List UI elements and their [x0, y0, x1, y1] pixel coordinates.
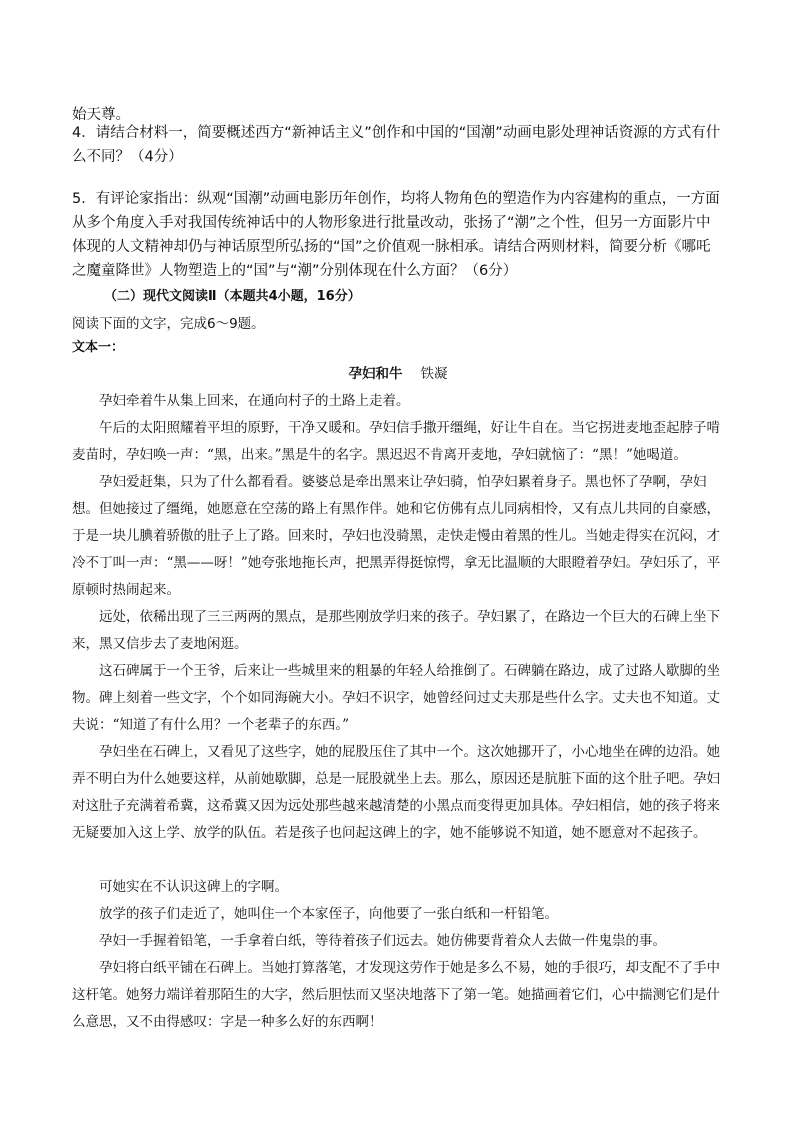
story-paragraph: 放学的孩子们走近了，她叫住一个本家侄子，向他要了一张白纸和一杆铅笔。: [99, 906, 558, 922]
story-author: 铁凝: [420, 366, 448, 382]
story-title: 孕妇和牛: [348, 366, 403, 382]
story-paragraph: 午后的太阳照耀着平坦的原野，干净又暖和。孕妇信手撒开缰绳，好让牛自在。当它拐进麦地歪起脖子啃麦苗时，孕妇唤一声：“黑，出来。”黑是牛的名字。黑迟迟不肯离开麦地，孕妇就恼了：“黑！”她喝道。: [72, 420, 720, 463]
story-paragraph: 孕妇一手握着铅笔，一手拿着白纸，等待着孩子们远去。她仿佛要背着众人去做一件鬼祟的事。: [99, 933, 666, 949]
story-paragraph: 孕妇将白纸平铺在石碑上。当她打算落笔，才发现这劳作于她是多么不易，她的手很巧，却支配不了手中这杆笔。她努力端详着那陌生的大字，然后胆怯而又坚决地落下了第一笔。她描画着它们，心中揣测它们是什么意思，又不由得感叹：字是一种多么好的东西啊！: [72, 960, 720, 1030]
text-label: 文本一：: [72, 340, 125, 355]
reading-instruction: 阅读下面的文字，完成6～9题。: [72, 316, 265, 332]
story-paragraph: 孕妇牵着牛从集上回来，在通向村子的土路上走着。: [99, 393, 410, 409]
section-heading: （二）现代文阅读Ⅱ（本题共4小题，16分）: [104, 289, 361, 304]
question-4: 4．请结合材料一，简要概述西方“新神话主义”创作和中国的“国潮”动画电影处理神话资源的方式有什么不同？（4分）: [72, 125, 721, 165]
story-paragraph: 远处，依稀出现了三三两两的黑点，是那些刚放学归来的孩子。孕妇累了，在路边一个巨大的石碑上坐下来，黑又信步去了麦地闲逛。: [72, 609, 720, 652]
question-5: 5．有评论家指出：纵观“国潮”动画电影历年创作，均将人物角色的塑造作为内容建构的重点，一方面从多个角度入手对我国传统神话中的人物形象进行批量改动，张扬了“潮”之个性，但另一方面影片中体现的人文精神却仍与神话原型所弘扬的“国”之价值观一脉相承。请结合两则材料，简要分析《哪吒之魔童降世》人物塑造上的“国”与“潮”分别体现在什么方面？（6分）: [72, 191, 720, 279]
story-paragraph: 这石碑属于一个王爷，后来让一些城里来的粗暴的年轻人给推倒了。石碑躺在路边，成了过路人歇脚的坐物。碑上刻着一些文字，个个如同海碗大小。孕妇不识字，她曾经问过丈夫那是些什么字。丈夫也不知道。丈夫说：“知道了有什么用？一个老辈子的东西。”: [72, 663, 720, 733]
story-paragraph: 孕妇爱赶集，只为了什么都看看。婆婆总是牵出黑来让孕妇骑，怕孕妇累着身子。黑也怀了孕啊，孕妇想。但她接过了缰绳，她愿意在空荡的路上有黑作伴。她和它仿佛有点儿同病相怜，又有点儿共同的自豪感，于是一块儿腆着骄傲的肚子上了路。回来时，孕妇也没骑黑，走快走慢由着黑的性儿。当她走得实在沉闷，才冷不丁叫一声：“黑——呀！”她夸张地拖长声，把黑弄得挺惊愕，拿无比温顺的大眼瞪着孕妇。孕妇乐了，平原顿时热闹起来。: [72, 474, 721, 598]
previous-answer-tail: 始天尊。: [72, 107, 130, 123]
story-paragraph: 可她实在不认识这碑上的字啊。: [99, 879, 288, 895]
story-title-line: [72, 364, 724, 384]
story-paragraph: 孕妇坐在石碑上，又看见了这些字，她的屁股压住了其中一个。这次她挪开了，小心地坐在碑的边沿。她弄不明白为什么她要这样，从前她歇脚，总是一屁股就坐上去。那么，原因还是肮脏下面的这个肚子吧。孕妇对这肚子充满着希冀，这希冀又因为远处那些越来越清楚的小黑点而变得更加具体。孕妇相信，她的孩子将来无疑要加入这上学、放学的队伍。若是孩子也问起这碑上的字，她不能够说不知道，她不愿意对不起孩子。: [72, 744, 720, 841]
